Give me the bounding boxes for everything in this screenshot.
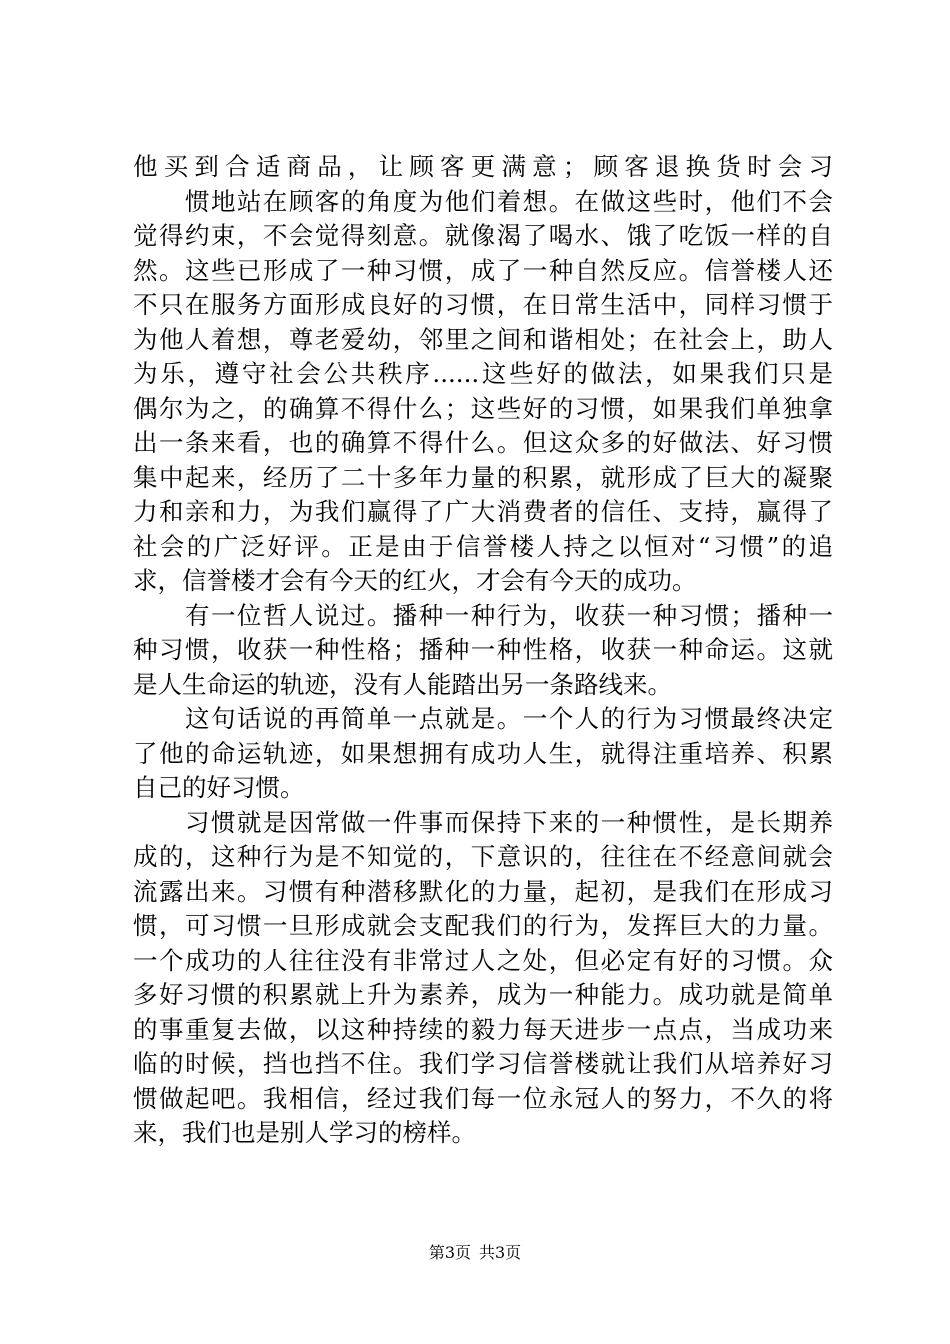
- text-line: 有一位哲人说过。播种一种行为，收获一种习惯；播种一: [133, 600, 833, 630]
- text-line: 求，信誉楼才会有今天的红火，才会有今天的成功。: [133, 566, 697, 595]
- text-line: 他买到合适商品，让顾客更满意；顾客退换货时会习: [133, 152, 833, 181]
- text-line: 惯地站在顾客的角度为他们着想。在做这些时，他们不会: [133, 186, 833, 216]
- text-line: 自己的好习惯。: [133, 773, 305, 802]
- page-footer: [0, 1243, 950, 1263]
- text-line: 了他的命运轨迹，如果想拥有成功人生，就得注重培养、积累: [133, 738, 833, 768]
- text-line: 惯做起吧。我相信，经过我们每一位永冠人的努力，不久的将: [133, 1083, 833, 1113]
- text-line: 出一条来看，也的确算不得什么。但这众多的好做法、好习惯: [133, 428, 833, 457]
- text-line: 种习惯，收获一种性格；播种一种性格，收获一种命运。这就: [133, 635, 833, 664]
- text-line: 为他人着想，尊老爱幼，邻里之间和谐相处；在社会上，助人: [133, 324, 833, 354]
- text-line: 集中起来，经历了二十多年力量的积累，就形成了巨大的凝聚: [133, 462, 833, 492]
- text-line: 然。这些已形成了一种习惯，成了一种自然反应。信誉楼人还: [133, 255, 833, 285]
- text-line: 来，我们也是别人学习的榜样。: [133, 1118, 476, 1147]
- text-line: 一个成功的人往往没有非常过人之处，但必定有好的习惯。众: [133, 945, 833, 975]
- text-line: 临的时候，挡也挡不住。我们学习信誉楼就让我们从培养好习: [133, 1049, 833, 1078]
- text-line: 为乐，遵守社会公共秩序......这些好的做法，如果我们只是: [133, 359, 833, 388]
- text-line: 习惯就是因常做一件事而保持下来的一种惯性，是长期养: [133, 807, 833, 837]
- text-line: 这句话说的再简单一点就是。一个人的行为习惯最终决定: [133, 704, 833, 733]
- text-line: 流露出来。习惯有种潜移默化的力量，起初，是我们在形成习: [133, 876, 833, 906]
- text-line: 不只在服务方面形成良好的习惯，在日常生活中，同样习惯于: [133, 290, 833, 319]
- text-line: 多好习惯的积累就上升为素养，成为一种能力。成功就是简单: [133, 980, 833, 1009]
- text-line: 是人生命运的轨迹，没有人能踏出另一条路线来。: [133, 669, 672, 699]
- text-line: 惯，可习惯一旦形成就会支配我们的行为，发挥巨大的力量。: [133, 911, 833, 940]
- page-number-total: 共3页: [479, 1243, 522, 1262]
- text-line: 的事重复去做，以这种持续的毅力每天进步一点点，当成功来: [133, 1014, 833, 1044]
- text-line: 成的，这种行为是不知觉的，下意识的，往往在不经意间就会: [133, 842, 833, 871]
- text-line: 觉得约束，不会觉得刻意。就像渴了喝水、饿了吃饭一样的自: [133, 221, 833, 250]
- text-line: 偶尔为之，的确算不得什么；这些好的习惯，如果我们单独拿: [133, 393, 833, 423]
- document-body: [133, 150, 833, 1151]
- text-line: 社会的广泛好评。正是由于信誉楼人持之以恒对“习惯”的追: [133, 531, 833, 561]
- page-number-current: 第3页: [428, 1243, 471, 1262]
- text-line: 力和亲和力，为我们赢得了广大消费者的信任、支持，赢得了: [133, 497, 833, 526]
